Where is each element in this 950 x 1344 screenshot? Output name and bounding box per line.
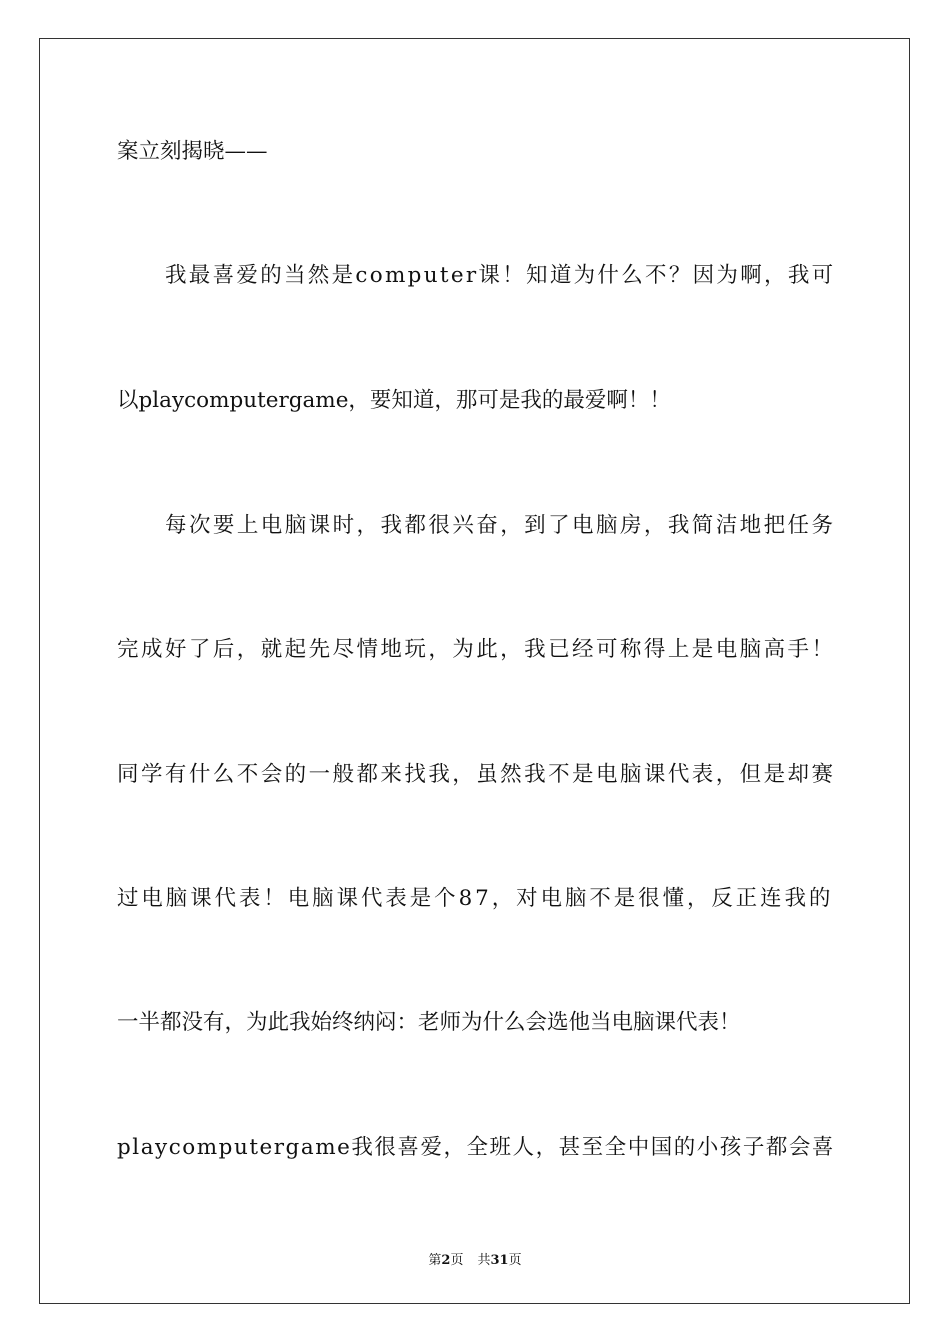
text-line-4: 每次要上电脑课时，我都很兴奋，到了电脑房，我简洁地把任务 [165,513,836,538]
text-line-6: 同学有什么不会的一般都来找我，虽然我不是电脑课代表，但是却赛 [117,762,836,787]
text-line-2: 我最喜爱的当然是computer课！知道为什么不？因为啊，我可 [165,263,836,288]
footer-total-suffix: 页 [508,1253,522,1268]
footer-page-suffix: 页 [450,1253,464,1268]
footer-total-pages: 31 [490,1253,509,1268]
text-line-3: 以playcomputergame，要知道，那可是我的最爱啊！！ [117,388,671,413]
text-line-1: 案立刻揭晓—— [117,139,268,164]
text-line-5: 完成好了后，就起先尽情地玩，为此，我已经可称得上是电脑高手！ [117,637,836,662]
text-line-9: playcomputergame我很喜爱，全班人，甚至全中国的小孩子都会喜 [117,1135,835,1160]
text-line-7: 过电脑课代表！电脑课代表是个87，对电脑不是很懂，反正连我的 [117,886,834,911]
text-line-8: 一半都没有，为此我始终纳闷：老师为什么会选他当电脑课代表！ [117,1010,741,1035]
footer-page-number: 2 [441,1253,451,1268]
footer-total-prefix: 共 [477,1253,491,1268]
page-border [39,38,910,1304]
page-footer [0,1249,950,1268]
footer-page-prefix: 第 [428,1253,442,1268]
